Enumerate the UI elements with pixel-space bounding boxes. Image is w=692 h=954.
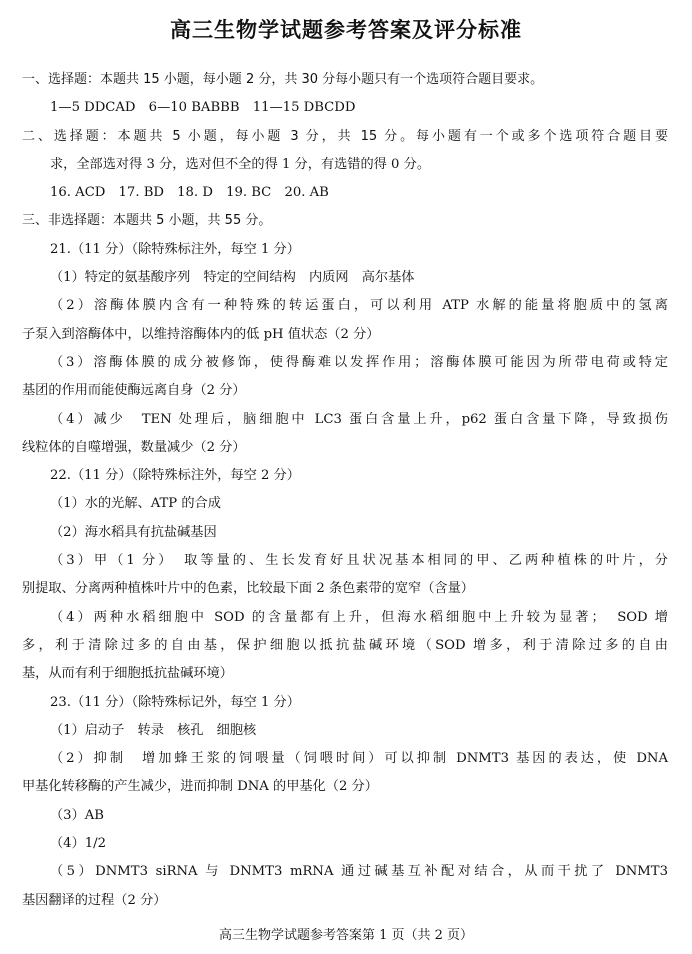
answer-line: 线粒体的自噬增强，数量减少（2 分） [22,439,246,455]
answer-line: 基团的作用而能使酶远离自身（2 分） [22,383,246,399]
answer-line: （1）水的光解、ATP 的合成 [50,496,221,512]
answer-line: 23.（11 分）（除特殊标记外，每空 1 分） [50,694,300,710]
answer-line: 16. ACD 17. BD 18. D 19. BC 20. AB [50,185,329,201]
answer-line: （2）海水稻具有抗盐碱基因 [50,524,217,540]
answer-line: （3）AB [50,807,104,823]
answer-line: （4）两种水稻细胞中 SOD 的含量都有上升，但海水稻细胞中上升较为显著； SOD 增 [50,609,668,625]
answer-line: （1）特定的氨基酸序列 特定的空间结构 内质网 高尔基体 [50,270,415,286]
answer-line: 1—5 DDCAD 6—10 BABBB 11—15 DBCDD [50,100,356,116]
answer-line: 基因翻译的过程（2 分） [22,892,167,908]
answer-line: 别提取、分离两种植株叶片中的色素，比较最下面 2 条色素带的宽窄（含量） [22,581,474,597]
answer-line: （2）抑制 增加蜂王浆的饲喂量（饲喂时间）可以抑制 DNMT3 基因的表达，使 DNA [50,751,668,767]
answer-line: 甲基化转移酶的产生减少，进而抑制 DNA 的甲基化（2 分） [22,779,378,795]
answer-line: （3）溶酶体膜的成分被修饰，使得酶难以发挥作用；溶酶体膜可能因为所带电荷或特定 [50,354,668,370]
answer-line: （3）甲（1 分） 取等量的、生长发育好且状况基本相同的甲、乙两种植株的叶片，分 [50,553,668,569]
page-footer: 高三生物学试题参考答案第 1 页（共 2 页） [218,928,474,943]
answer-line: （4）1/2 [50,836,106,852]
section-heading: 一、选择题：本题共 15 小题，每小题 2 分，共 30 分每小题只有一个选项符合题目要求。 [22,72,544,87]
section-heading: 三、非选择题：本题共 5 小题，共 55 分。 [22,213,272,229]
section-heading: 二、选择题：本题共 5 小题，每小题 3 分，共 15 分。每小题有一个或多个选项符合题目要 [22,128,668,144]
answer-line: （1）启动子 转录 核孔 细胞核 [50,722,257,738]
answer-line: 求，全部选对得 3 分，选对但不全的得 1 分，有选错的得 0 分。 [50,156,431,172]
answer-line: （2）溶酶体膜内含有一种特殊的转运蛋白，可以利用 ATP 水解的能量将胞质中的氢离 [50,298,668,314]
answer-line: 多，利于清除过多的自由基，保护细胞以抵抗盐碱环境（SOD 增多，利于清除过多的自由 [22,637,668,653]
answer-line: 子泵入到溶酶体中，以维持溶酶体内的低 pH 值状态（2 分） [22,326,380,342]
answer-line: 基，从而有利于细胞抵抗盐碱环境） [22,666,233,682]
answer-line: 21.（11 分）（除特殊标注外，每空 1 分） [50,241,300,257]
answer-body [0,66,692,915]
page-title: 高三生物学试题参考答案及评分标准 [170,18,522,42]
answer-line: （5）DNMT3 siRNA 与 DNMT3 mRNA 通过碱基互补配对结合，从而干扰了 DNMT3 [50,864,668,880]
answer-line: （4）减少 TEN 处理后，脑细胞中 LC3 蛋白含量上升，p62 蛋白含量下降，导致损伤 [50,411,668,427]
answer-line: 22.（11 分）（除特殊标注外，每空 2 分） [50,468,300,484]
